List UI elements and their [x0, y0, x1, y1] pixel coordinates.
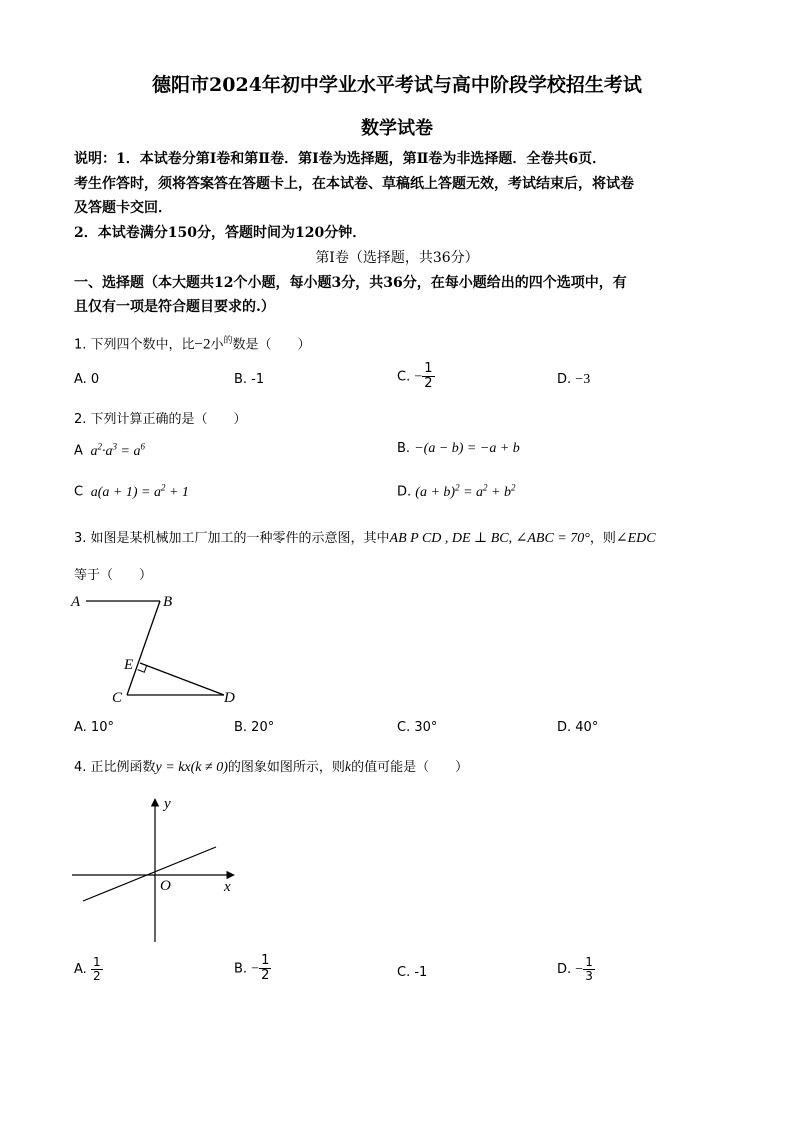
- section-intro-line-2: 且仅有一项是符合题目要求的.）: [74, 299, 275, 315]
- q2-option-c[interactable]: [74, 482, 189, 501]
- q1-option-c-label: C.: [397, 369, 411, 385]
- q2-option-c-expr: $a(a + 1) = a^2 + 1$: [87, 482, 189, 500]
- q3-figure: [66, 588, 256, 710]
- q1-option-c-fraction: [422, 362, 434, 392]
- q1-option-d-label: D.: [557, 372, 572, 387]
- paper-subtitle: 数学试卷: [361, 118, 433, 139]
- q4-option-b-num: 1: [261, 953, 270, 968]
- q3-label-c: C: [112, 690, 123, 706]
- q1-option-c-den: 2: [424, 376, 433, 392]
- q4-option-d-den: 3: [585, 969, 593, 984]
- q4-label-y: y: [164, 796, 171, 812]
- q4-label-x: x: [224, 879, 231, 895]
- q4-option-a-num: 1: [92, 955, 101, 969]
- q3-stem-text: 3. 如图是某机械加工厂加工的一种零件的示意图，其中: [74, 531, 390, 546]
- q4-option-d-label: D.: [557, 962, 572, 978]
- q4-stem-c: 的值可能是（ ）: [351, 760, 469, 775]
- q2-option-d-expr: $(a + b)^2 = a^2 + b^2$: [415, 482, 516, 500]
- q2-option-b-label: B.: [397, 441, 411, 456]
- q3-option-d[interactable]: D. 40°: [557, 720, 599, 735]
- q3-label-a: A: [71, 594, 81, 610]
- question-3-stem: [74, 527, 656, 547]
- question-4-stem: [74, 756, 468, 776]
- q4-graph: [66, 792, 246, 944]
- q4-stem-b: 的图象如图所示，则: [227, 760, 345, 775]
- q4-option-b[interactable]: [234, 954, 271, 984]
- q4-option-a-label: A.: [74, 962, 87, 978]
- question-1-stem: [74, 333, 311, 353]
- q2-option-a[interactable]: [74, 441, 145, 460]
- q4-option-d[interactable]: [557, 956, 595, 983]
- q1-option-c-num: 1: [424, 361, 433, 376]
- q4-stem-a: 4. 正比例函数: [74, 760, 156, 775]
- q1-option-c-sign: −: [414, 369, 423, 385]
- q2-option-b-expr: −(a − b) = −a + b: [414, 441, 520, 456]
- q2-option-d-label: D.: [397, 484, 412, 500]
- q3-label-b: B: [163, 594, 173, 610]
- q4-option-a[interactable]: [74, 956, 103, 983]
- q3-option-c[interactable]: C. 30°: [397, 720, 438, 735]
- q4-function-line: [83, 847, 216, 901]
- q3-label-e: E: [124, 657, 134, 673]
- q4-stem-math-2: k: [344, 760, 352, 775]
- q4-option-a-fraction: [91, 956, 103, 983]
- q1-stem-a: 1. 下列四个数中，比: [74, 337, 195, 353]
- q4-stem-math: y = kx(k ≠ 0): [155, 760, 228, 775]
- question-2-stem: 2. 下列计算正确的是（ ）: [74, 412, 247, 427]
- exam-title: 德阳市2024年初中学业水平考试与高中阶段学校招生考试: [152, 74, 642, 96]
- q1-stem-b: 小: [210, 337, 224, 353]
- q1-option-b[interactable]: B. -1: [234, 372, 265, 387]
- q4-label-origin: O: [160, 878, 171, 894]
- q2-option-a-expr: $a^2\cdot a^3 = a^6$: [87, 441, 145, 459]
- q3-option-a[interactable]: A. 10°: [74, 720, 114, 735]
- q1-option-d-value: −3: [575, 372, 591, 387]
- instructions-line-1: 说明：1．本试卷分第Ⅰ卷和第Ⅱ卷．第Ⅰ卷为选择题，第Ⅱ卷为非选择题．全卷共6页．: [74, 151, 607, 167]
- q2-option-c-label: C: [74, 484, 84, 500]
- instructions-line-2: 考生作答时，须将答案答在答题卡上，在本试卷、草稿纸上答题无效，考试结束后，将试卷: [74, 176, 634, 192]
- q4-option-c[interactable]: C. -1: [397, 965, 428, 980]
- instructions-line-3: 及答题卡交回．: [74, 200, 172, 216]
- q4-option-b-fraction: [259, 954, 271, 984]
- q4-option-d-num: 1: [585, 955, 593, 969]
- q4-option-b-label: B.: [234, 961, 248, 977]
- q4-option-b-den: 2: [261, 968, 270, 984]
- q2-option-d[interactable]: [397, 482, 515, 501]
- q1-option-d[interactable]: [557, 372, 590, 388]
- q3-label-d: D: [224, 690, 235, 706]
- q2-option-b[interactable]: [397, 441, 520, 457]
- q3-segment-ed: [140, 663, 224, 695]
- q2-option-a-label: A: [74, 443, 83, 459]
- section-intro-line-1: 一、选择题（本大题共12个小题，每小题3分，共36分，在每小题给出的四个选项中，有: [74, 275, 627, 291]
- q4-option-d-sign: −: [575, 962, 584, 978]
- q4-option-d-fraction: [583, 956, 595, 983]
- q3-stem-math-2: ∠EDC: [615, 531, 656, 546]
- section-heading: 第Ⅰ卷（选择题，共36分）: [315, 250, 479, 266]
- q1-stem-c: 的: [223, 336, 233, 346]
- q3-stem-tail: ，则: [589, 531, 616, 546]
- q4-option-a-den: 2: [92, 969, 101, 984]
- q3-stem-math: AB P CD , DE ⊥ BC, ∠ABC = 70°: [389, 531, 590, 546]
- q1-stem-math: −2: [194, 336, 211, 353]
- q3-segment-bc: [127, 601, 160, 695]
- question-3-stem-2: 等于（ ）: [74, 568, 153, 583]
- q1-stem-d: 数是（ ）: [232, 337, 311, 353]
- instructions-line-4: 2．本试卷满分150分，答题时间为120分钟．: [74, 225, 367, 241]
- q4-option-b-sign: −: [251, 961, 260, 977]
- q3-option-b[interactable]: B. 20°: [234, 720, 275, 735]
- q1-option-a[interactable]: A. 0: [74, 372, 100, 387]
- q3-right-angle-mark: [138, 666, 147, 673]
- q1-option-c[interactable]: [397, 362, 435, 392]
